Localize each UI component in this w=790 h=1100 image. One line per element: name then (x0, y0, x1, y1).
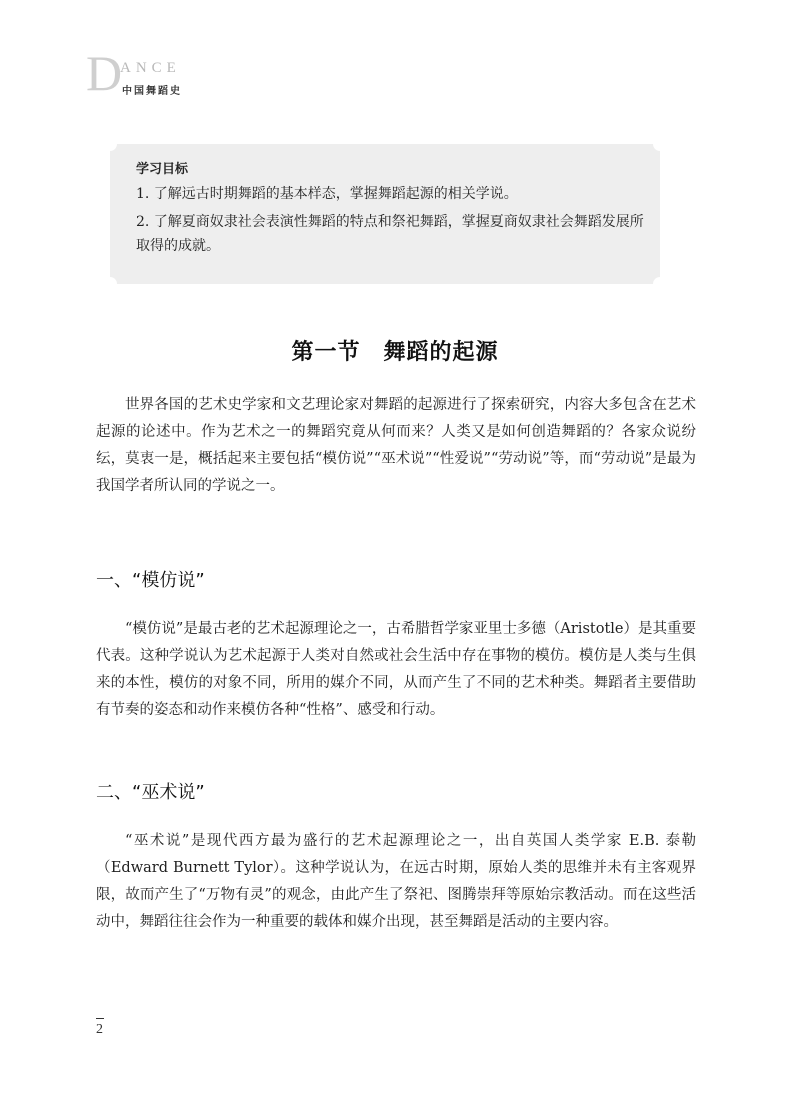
subsection-heading: 二、“巫术说” (96, 782, 205, 803)
logo-letter: D (86, 45, 123, 101)
subsection-heading: 一、“模仿说” (96, 570, 205, 591)
box-corner-notch (653, 137, 667, 151)
header-logo (86, 45, 216, 102)
box-corner-notch (653, 277, 667, 291)
objective-item: 2. 了解夏商奴隶社会表演性舞蹈的特点和祭祀舞蹈，掌握夏商奴隶社会舞蹈发展所取得的成就。 (136, 214, 644, 254)
logo-wordmark: ANCE (120, 60, 181, 76)
page-number-mark (96, 1018, 104, 1019)
box-corner-notch (103, 137, 117, 151)
subsection-paragraph: “模仿说”是最古老的艺术起源理论之一，古希腊哲学家亚里士多德（Aristotle）是其重要代表。这种学说认为艺术起源于人类对自然或社会生活中存在事物的模仿。模仿是人类与生俱来的本性，模仿的对象不同，所用的媒介不同，从而产生了不同的艺术种类。舞蹈者主要借助有节奏的姿态和动作来模仿各种“性格”、感受和行动。 (96, 621, 696, 718)
page-number: 2 (96, 1022, 103, 1037)
subsection-paragraph: “巫术说”是现代西方最为盛行的艺术起源理论之一，出自英国人类学家 E.B. 泰勒（Edward Burnett Tylor）。这种学说认为，在远古时期，原始人类的思维并未有主客观界限，故而产生了“万物有灵”的观念，由此产生了祭祀、图腾崇拜等原始宗教活动。而在这些活动中，舞蹈往往会作为一种重要的载体和媒介出现，甚至舞蹈是活动的主要内容。 (96, 833, 696, 930)
logo-subtitle: 中国舞蹈史 (122, 86, 182, 97)
intro-paragraph: 世界各国的艺术史学家和文艺理论家对舞蹈的起源进行了探索研究，内容大多包含在艺术起源的论述中。作为艺术之一的舞蹈究竟从何而来？人类又是如何创造舞蹈的？各家众说纷纭，莫衷一是，概括起来主要包括“模仿说”“巫术说”“性爱说”“劳动说”等，而“劳动说”是最为我国学者所认同的学说之一。 (96, 397, 696, 494)
objectives-title: 学习目标 (136, 162, 189, 177)
section-title: 第一节 舞蹈的起源 (291, 340, 499, 365)
box-corner-notch (103, 277, 117, 291)
learning-objectives-box (110, 144, 660, 284)
objective-item: 1. 了解远古时期舞蹈的基本样态，掌握舞蹈起源的相关学说。 (136, 186, 518, 202)
